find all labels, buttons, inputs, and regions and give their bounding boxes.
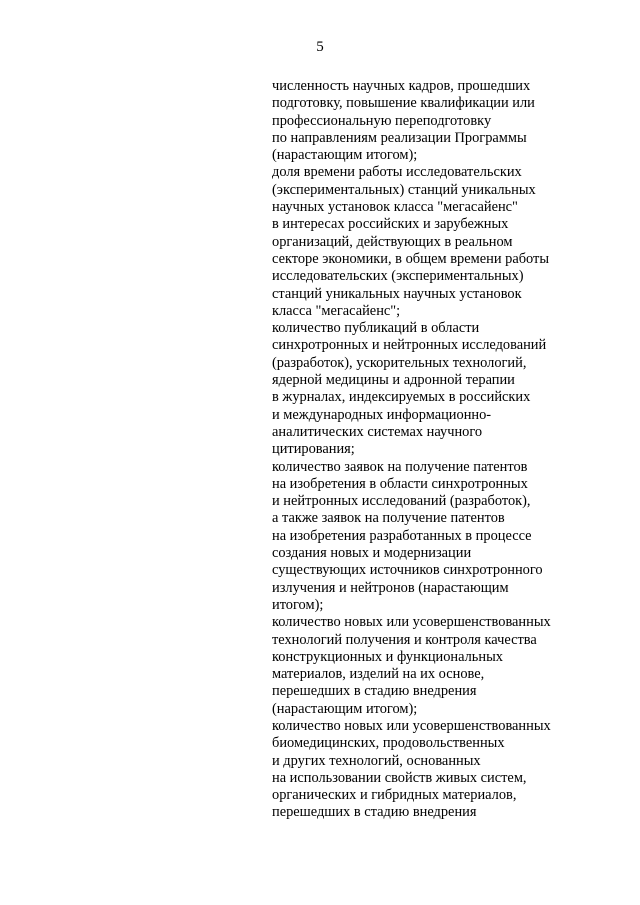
text-line: класса "мегасайенс"; [272,302,401,319]
text-line: профессиональную переподготовку [272,112,492,129]
text-line: цитирования; [272,441,355,458]
text-line: (нарастающим итогом); [272,147,418,164]
text-line: станций уникальных научных установок [272,285,522,302]
text-line: ядерной медицины и адронной терапии [272,372,515,389]
body-text [272,78,632,822]
text-line: (нарастающим итогом); [272,700,418,717]
text-line: на изобретения в области синхротронных [272,475,528,492]
text-line: итогом); [272,596,324,613]
text-line: в журналах, индексируемых в российских [272,389,531,406]
text-line: биомедицинских, продовольственных [272,735,505,752]
text-line: и международных информационно- [272,406,492,423]
text-line: существующих источников синхротронного [272,562,543,579]
text-line: по направлениям реализации Программы [272,129,527,146]
text-line: на использовании свойств живых систем, [272,769,527,786]
text-line: численность научных кадров, прошедших [272,78,531,94]
text-line: научных установок класса "мегасайенс" [272,199,518,216]
text-line: исследовательских (экспериментальных) [272,268,524,285]
text-line: количество новых или усовершенствованных [272,614,551,631]
text-line: и нейтронных исследований (разработок), [272,493,531,510]
text-line: а также заявок на получение патентов [272,510,505,527]
text-line: и других технологий, основанных [272,752,481,769]
text-line: количество публикаций в области [272,320,480,337]
text-line: излучения и нейтронов (нарастающим [272,579,509,596]
text-line: органических и гибридных материалов, [272,787,517,804]
text-line: перешедших в стадию внедрения [272,804,477,821]
text-line: аналитических системах научного [272,423,483,440]
text-line: технологий получения и контроля качества [272,631,537,648]
text-line: конструкционных и функциональных [272,648,503,665]
text-line: подготовку, повышение квалификации или [272,95,535,112]
text-line: (разработок), ускорительных технологий, [272,354,527,371]
page-number: 5 [316,39,324,55]
text-line: материалов, изделий на их основе, [272,666,485,683]
text-line: организаций, действующих в реальном [272,233,513,250]
text-line: количество заявок на получение патентов [272,458,528,475]
text-line: (экспериментальных) станций уникальных [272,181,536,198]
text-line: на изобретения разработанных в процессе [272,527,532,544]
text-line: доля времени работы исследовательских [272,164,522,181]
text-line: создания новых и модернизации [272,545,472,562]
text-line: синхротронных и нейтронных исследований [272,337,547,354]
text-line: перешедших в стадию внедрения [272,683,477,700]
text-line: секторе экономики, в общем времени работы [272,250,549,267]
text-line: в интересах российских и зарубежных [272,216,509,233]
text-line: количество новых или усовершенствованных [272,717,551,734]
